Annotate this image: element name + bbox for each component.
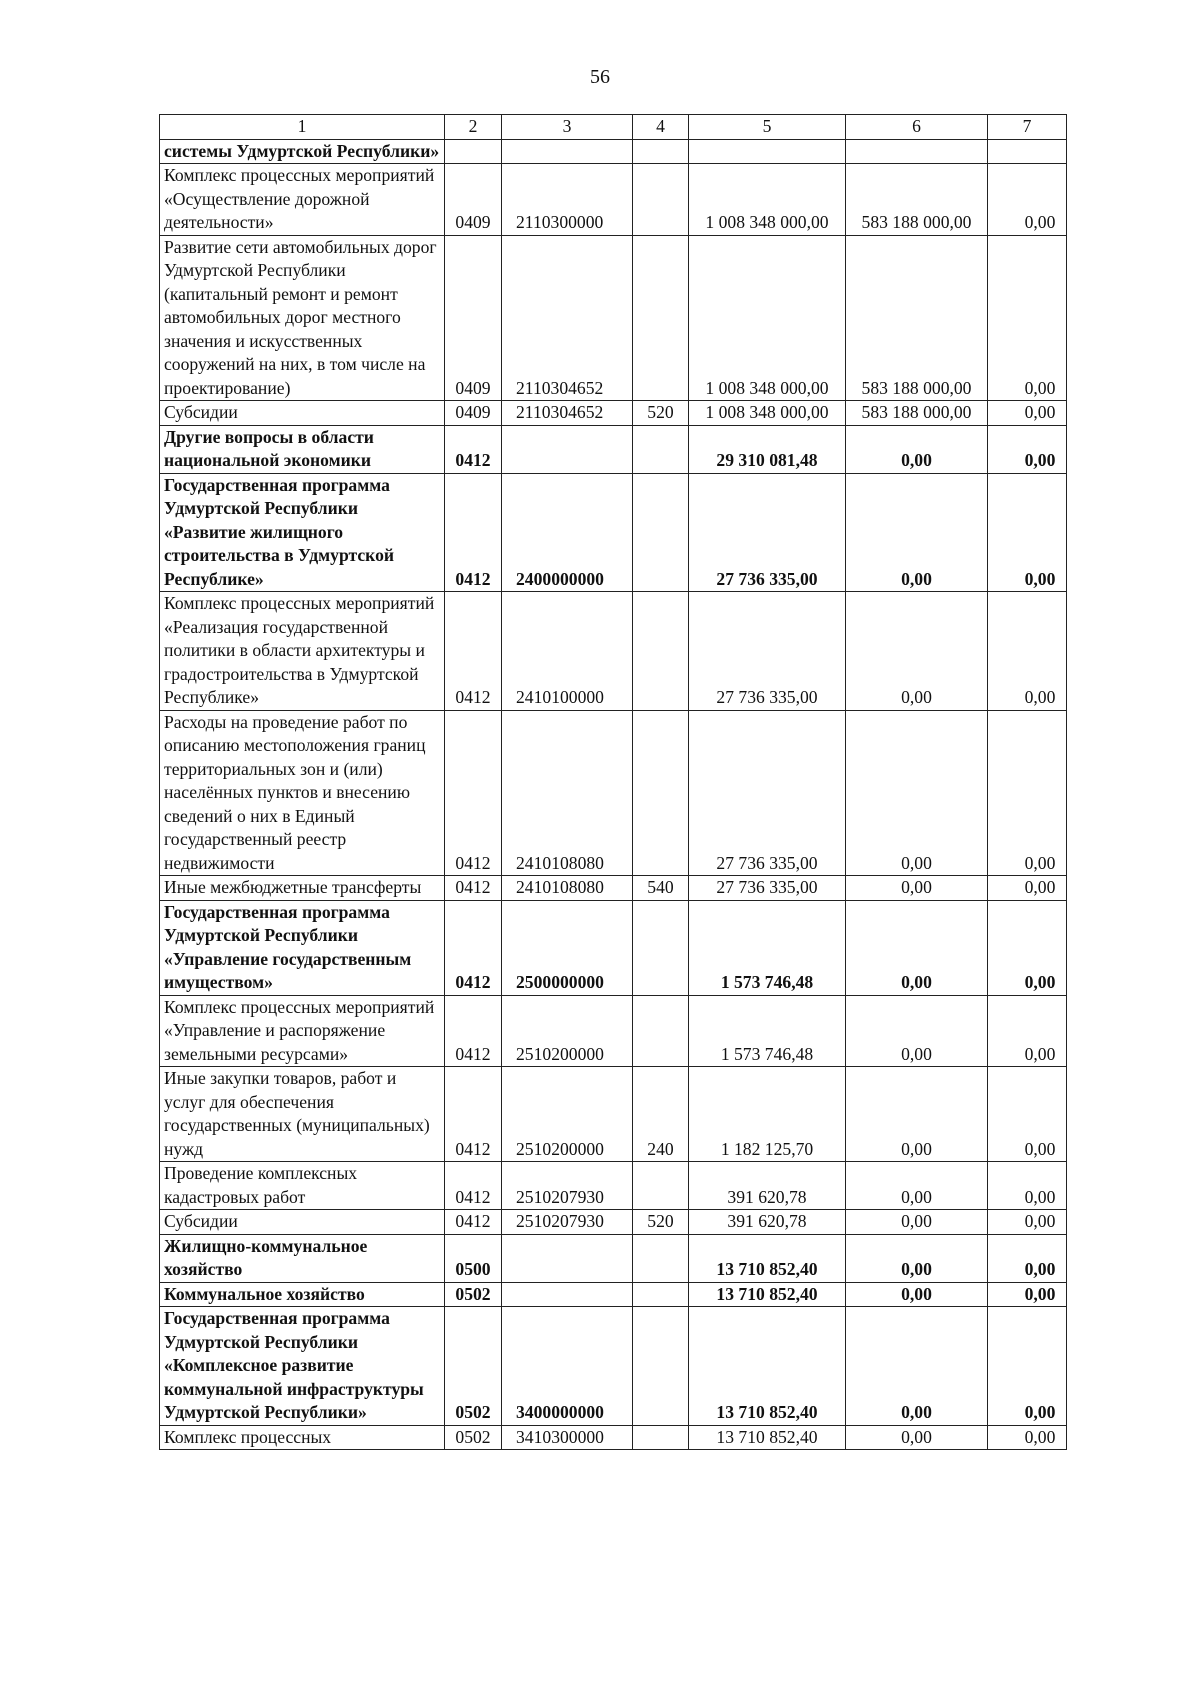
table-cell: 0,00 [988,710,1067,876]
table-cell [633,1234,689,1282]
table-cell: 0502 [445,1282,502,1307]
table-row [160,710,1067,876]
table-cell: 13 710 852,40 [689,1282,846,1307]
table-cell: 0,00 [988,235,1067,401]
table-cell [633,235,689,401]
table-cell: 0,00 [988,164,1067,236]
table-cell: Комплекс процессных мероприятий «Управление и распоряжение земельными ресурсами» [160,995,445,1067]
table-cell: Комплекс процессных [160,1425,445,1450]
table-cell: 0,00 [988,1162,1067,1210]
table-cell: 0,00 [988,401,1067,426]
table-cell: 520 [633,1210,689,1235]
table-cell: Государственная программа Удмуртской Республики «Комплексное развитие коммунальной инфраструктуры Удмуртской Республики» [160,1307,445,1426]
table-row [160,1425,1067,1450]
table-cell: 0,00 [846,1067,988,1162]
table-cell [633,592,689,711]
table-cell: 0,00 [846,710,988,876]
table-cell: 0,00 [846,900,988,995]
table-cell: 1 573 746,48 [689,900,846,995]
table-cell: 0,00 [988,1282,1067,1307]
table-cell: 0,00 [846,1210,988,1235]
table-cell: Комплекс процессных мероприятий «Осуществление дорожной деятельности» [160,164,445,236]
table-cell [633,473,689,592]
header-cell: 6 [846,115,988,140]
table-cell: 0409 [445,235,502,401]
table-cell: 27 736 335,00 [689,473,846,592]
table-cell: 2400000000 [502,473,633,592]
table-cell [633,710,689,876]
table-row [160,1067,1067,1162]
header-cell: 2 [445,115,502,140]
table-row [160,164,1067,236]
table-row [160,592,1067,711]
table-cell: 0502 [445,1307,502,1426]
table-cell: Государственная программа Удмуртской Республики «Управление государственным имуществом» [160,900,445,995]
table-cell: 3400000000 [502,1307,633,1426]
table-cell: 0,00 [846,1307,988,1426]
table-row [160,900,1067,995]
table-cell: 0,00 [846,473,988,592]
table-row [160,1210,1067,1235]
table-cell: 2410108080 [502,876,633,901]
table-cell: 0,00 [988,1210,1067,1235]
table-cell: 540 [633,876,689,901]
table-cell: Государственная программа Удмуртской Республики «Развитие жилищного строительства в Удмуртской Республике» [160,473,445,592]
table-cell: 0412 [445,592,502,711]
table-cell: 0409 [445,401,502,426]
table-cell: 0,00 [988,473,1067,592]
table-cell: 0,00 [846,995,988,1067]
table-row [160,1307,1067,1426]
table-cell: 1 573 746,48 [689,995,846,1067]
table-cell [988,139,1067,164]
table-cell: 583 188 000,00 [846,401,988,426]
table-row [160,995,1067,1067]
table-cell [502,1234,633,1282]
table-row [160,139,1067,164]
table-cell: Иные закупки товаров, работ и услуг для обеспечения государственных (муниципальных) нужд [160,1067,445,1162]
table-cell: 3410300000 [502,1425,633,1450]
header-cell: 1 [160,115,445,140]
table-cell [502,1282,633,1307]
table-cell: 0412 [445,876,502,901]
table-cell: 2500000000 [502,900,633,995]
table-cell: 0412 [445,900,502,995]
table-cell: 0500 [445,1234,502,1282]
table-cell: Проведение комплексных кадастровых работ [160,1162,445,1210]
table-cell: Субсидии [160,401,445,426]
budget-table [159,114,1067,1450]
table-cell [445,139,502,164]
table-cell: 0,00 [988,1234,1067,1282]
table-cell: 29 310 081,48 [689,425,846,473]
table-row [160,876,1067,901]
table-cell: 27 736 335,00 [689,592,846,711]
table-row [160,1162,1067,1210]
table-cell: Коммунальное хозяйство [160,1282,445,1307]
table-cell: 240 [633,1067,689,1162]
table-cell: системы Удмуртской Республики» [160,139,445,164]
table-cell: 27 736 335,00 [689,876,846,901]
table-cell: 2510207930 [502,1162,633,1210]
table-cell: 0,00 [988,995,1067,1067]
table-cell: 1 008 348 000,00 [689,164,846,236]
table-cell [633,1282,689,1307]
table-row [160,235,1067,401]
table-cell: Иные межбюджетные трансферты [160,876,445,901]
table-cell: 2510200000 [502,995,633,1067]
table-row [160,401,1067,426]
table-cell [502,425,633,473]
table-cell: 0,00 [846,876,988,901]
table-cell: Субсидии [160,1210,445,1235]
table-cell: 13 710 852,40 [689,1234,846,1282]
table-cell: 2510207930 [502,1210,633,1235]
table-cell: 583 188 000,00 [846,235,988,401]
table-cell: 0,00 [988,1307,1067,1426]
table-cell [633,139,689,164]
table-cell: Расходы на проведение работ по описанию местоположения границ территориальных зон и (или) населённых пунктов и внесению сведений о них в Единый государственный реестр недвижимости [160,710,445,876]
table-cell: 0,00 [846,1425,988,1450]
table-cell: 13 710 852,40 [689,1425,846,1450]
table-cell: 0,00 [988,1425,1067,1450]
table-cell: 2510200000 [502,1067,633,1162]
table-cell: 1 008 348 000,00 [689,401,846,426]
table-cell: 0,00 [846,1282,988,1307]
table-header-row [160,115,1067,140]
table-cell: 0412 [445,425,502,473]
table-body [160,115,1067,1450]
table-cell: 0,00 [846,1162,988,1210]
table-cell: 0,00 [988,900,1067,995]
table-cell: 0412 [445,1067,502,1162]
table-row [160,1282,1067,1307]
header-cell: 7 [988,115,1067,140]
table-cell: 0,00 [988,425,1067,473]
table-cell [633,1307,689,1426]
table-row [160,473,1067,592]
table-cell: 13 710 852,40 [689,1307,846,1426]
table-cell: 520 [633,401,689,426]
page-number: 56 [590,66,610,88]
table-cell: 0412 [445,995,502,1067]
table-cell: Другие вопросы в области национальной экономики [160,425,445,473]
table-cell: 0412 [445,1210,502,1235]
table-cell: 0409 [445,164,502,236]
table-cell: 0,00 [846,425,988,473]
table-cell: 391 620,78 [689,1162,846,1210]
table-cell: 2110304652 [502,235,633,401]
table-cell: 1 182 125,70 [689,1067,846,1162]
table-cell: 0,00 [846,1234,988,1282]
table-cell: 2110304652 [502,401,633,426]
table-cell: 0412 [445,710,502,876]
table-cell [633,164,689,236]
table-cell: Развитие сети автомобильных дорог Удмуртской Республики (капитальный ремонт и ремонт автомобильных дорог местного значения и искусственных сооружений на них, в том числе на проектирование) [160,235,445,401]
header-cell: 4 [633,115,689,140]
table-cell: 2110300000 [502,164,633,236]
table-cell [633,1162,689,1210]
header-cell: 5 [689,115,846,140]
table-cell: 0,00 [988,592,1067,711]
table-cell [502,139,633,164]
table-cell [633,995,689,1067]
table-cell: Комплекс процессных мероприятий «Реализация государственной политики в области архитектуры и градостроительства в Удмуртской Республике» [160,592,445,711]
table-cell: Жилищно-коммунальное хозяйство [160,1234,445,1282]
table-cell: 27 736 335,00 [689,710,846,876]
table-cell: 0502 [445,1425,502,1450]
table-cell: 583 188 000,00 [846,164,988,236]
table-cell: 391 620,78 [689,1210,846,1235]
table-cell [633,425,689,473]
table-cell: 1 008 348 000,00 [689,235,846,401]
table-cell [689,139,846,164]
table-cell [633,1425,689,1450]
table-cell: 0,00 [988,1067,1067,1162]
table-row [160,425,1067,473]
table-cell: 2410108080 [502,710,633,876]
table-cell [846,139,988,164]
table-cell: 2410100000 [502,592,633,711]
table-cell: 0,00 [988,876,1067,901]
header-cell: 3 [502,115,633,140]
table-cell: 0,00 [846,592,988,711]
table-row [160,1234,1067,1282]
table-cell: 0412 [445,473,502,592]
table-cell [633,900,689,995]
table-cell: 0412 [445,1162,502,1210]
